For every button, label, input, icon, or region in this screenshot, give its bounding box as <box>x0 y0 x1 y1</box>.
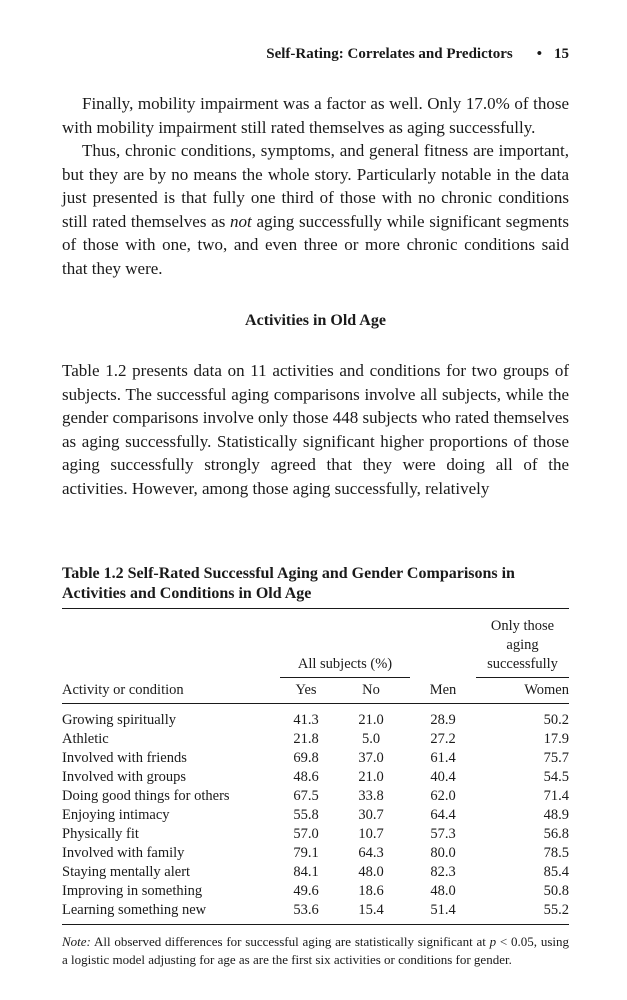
cell-men: 48.0 <box>430 883 456 899</box>
cell-activity: Involved with groups <box>62 769 187 785</box>
cell-women: 56.8 <box>543 826 569 842</box>
cell-yes: 48.6 <box>293 769 319 785</box>
cell-no: 33.8 <box>358 788 384 804</box>
cell-no: 21.0 <box>358 769 384 785</box>
cell-no: 30.7 <box>358 807 384 823</box>
table-row <box>62 901 569 925</box>
cell-men: 80.0 <box>430 845 456 861</box>
table-row <box>62 844 569 863</box>
table-row <box>62 787 569 806</box>
cell-yes: 49.6 <box>293 883 319 899</box>
cell-men: 64.4 <box>430 807 456 823</box>
cell-women: 55.2 <box>543 902 569 918</box>
cell-no: 64.3 <box>358 845 384 861</box>
table-row <box>62 806 569 825</box>
paragraph-table-intro: Table 1.2 presents data on 11 activities and conditions for two groups of subjects. The successful aging comparisons involve all subjects, while the gender comparisons involve only those 448 subjects who rated themselves as aging successfully. Statistically significant higher proportions of those aging successfully strongly agreed that they were doing all of the activities. However, among those aging successfully, relatively <box>62 361 569 498</box>
cell-men: 57.3 <box>430 826 456 842</box>
cell-activity: Doing good things for others <box>62 788 230 804</box>
table-note-text-2: < 0.05, using a logistic model adjusting for age as are the first six activities or conditions for gender. <box>62 934 569 967</box>
cell-women: 17.9 <box>543 731 569 747</box>
emphasis-not: not <box>230 211 252 231</box>
column-header-men: Men <box>410 678 476 704</box>
cell-yes: 21.8 <box>293 731 319 747</box>
group-header-gap <box>410 609 476 678</box>
cell-activity: Involved with friends <box>62 750 187 766</box>
cell-activity: Physically fit <box>62 826 139 842</box>
cell-women: 50.2 <box>543 712 569 728</box>
cell-yes: 41.3 <box>293 712 319 728</box>
page-number: 15 <box>554 46 569 62</box>
cell-women: 71.4 <box>543 788 569 804</box>
table-note <box>62 933 569 969</box>
cell-women: 48.9 <box>543 807 569 823</box>
table-group-header-row <box>62 609 569 678</box>
cell-activity: Athletic <box>62 731 109 747</box>
cell-men: 27.2 <box>430 731 456 747</box>
cell-women: 75.7 <box>543 750 569 766</box>
table-block <box>62 564 569 969</box>
cell-women: 54.5 <box>543 769 569 785</box>
cell-no: 5.0 <box>361 731 381 747</box>
running-head-bullet: • <box>536 46 542 62</box>
group-header-all-subjects: All subjects (%) <box>280 609 410 678</box>
cell-yes: 84.1 <box>293 864 319 880</box>
group-header-only-those-line2: aging successfully <box>487 637 558 672</box>
cell-men: 62.0 <box>430 788 456 804</box>
cell-yes: 67.5 <box>293 788 319 804</box>
group-header-only-those <box>476 609 569 678</box>
table-row <box>62 882 569 901</box>
paragraph-chronic-conditions-text-1: Thus, chronic conditions, symptoms, and general fitness are important, but they are by no means the whole story. Particularly notable in the data just presented is that fully one third of those with no chronic conditions still rated themselves as <box>62 141 569 231</box>
column-header-women: Women <box>476 678 569 704</box>
table-row <box>62 863 569 882</box>
cell-yes: 53.6 <box>293 902 319 918</box>
cell-yes: 69.8 <box>293 750 319 766</box>
cell-men: 82.3 <box>430 864 456 880</box>
table-row <box>62 730 569 749</box>
table-body <box>62 704 569 925</box>
section-heading: Activities in Old Age <box>245 312 386 329</box>
paragraph-chronic-conditions-text-2: aging successfully while significant segments of those with one, two, and even three or more chronic conditions said that they were. <box>62 211 569 278</box>
book-page <box>62 44 569 969</box>
paragraph-mobility: Finally, mobility impairment was a factor as well. Only 17.0% of those with mobility impairment still rated themselves as aging successfully. <box>62 94 569 137</box>
table-column-header-row <box>62 678 569 704</box>
cell-men: 51.4 <box>430 902 456 918</box>
cell-women: 50.8 <box>543 883 569 899</box>
cell-yes: 55.8 <box>293 807 319 823</box>
running-head <box>62 44 569 64</box>
group-header-spacer <box>62 609 280 678</box>
table-note-label: Note: <box>62 934 91 949</box>
group-header-only-those-line1: Only those <box>490 618 555 634</box>
cell-activity: Involved with family <box>62 845 185 861</box>
cell-men: 28.9 <box>430 712 456 728</box>
table-caption: Table 1.2 Self-Rated Successful Aging and Gender Comparisons in Activities and Conditions in Old Age <box>62 565 515 602</box>
table-row <box>62 768 569 787</box>
cell-activity: Learning something new <box>62 902 207 918</box>
column-header-no: No <box>332 678 410 704</box>
cell-activity: Growing spiritually <box>62 712 176 728</box>
cell-no: 37.0 <box>358 750 384 766</box>
cell-yes: 57.0 <box>293 826 319 842</box>
cell-yes: 79.1 <box>293 845 319 861</box>
cell-women: 85.4 <box>543 864 569 880</box>
data-table <box>62 608 569 925</box>
table-note-p: p <box>489 934 497 949</box>
cell-men: 61.4 <box>430 750 456 766</box>
table-row <box>62 749 569 768</box>
running-head-title: Self-Rating: Correlates and Predictors <box>266 46 513 62</box>
column-header-yes: Yes <box>280 678 332 704</box>
table-row <box>62 704 569 731</box>
column-header-activity: Activity or condition <box>62 678 280 704</box>
table-row <box>62 825 569 844</box>
cell-no: 21.0 <box>358 712 384 728</box>
cell-no: 10.7 <box>358 826 384 842</box>
cell-men: 40.4 <box>430 769 456 785</box>
cell-no: 18.6 <box>358 883 384 899</box>
table-note-text-1: All observed differences for successful aging are statistically significant at <box>90 934 490 949</box>
cell-activity: Staying mentally alert <box>62 864 191 880</box>
cell-activity: Improving in something <box>62 883 203 899</box>
cell-no: 48.0 <box>358 864 384 880</box>
cell-no: 15.4 <box>358 902 384 918</box>
cell-activity: Enjoying intimacy <box>62 807 170 823</box>
paragraph-chronic-conditions <box>62 139 569 280</box>
cell-women: 78.5 <box>543 845 569 861</box>
